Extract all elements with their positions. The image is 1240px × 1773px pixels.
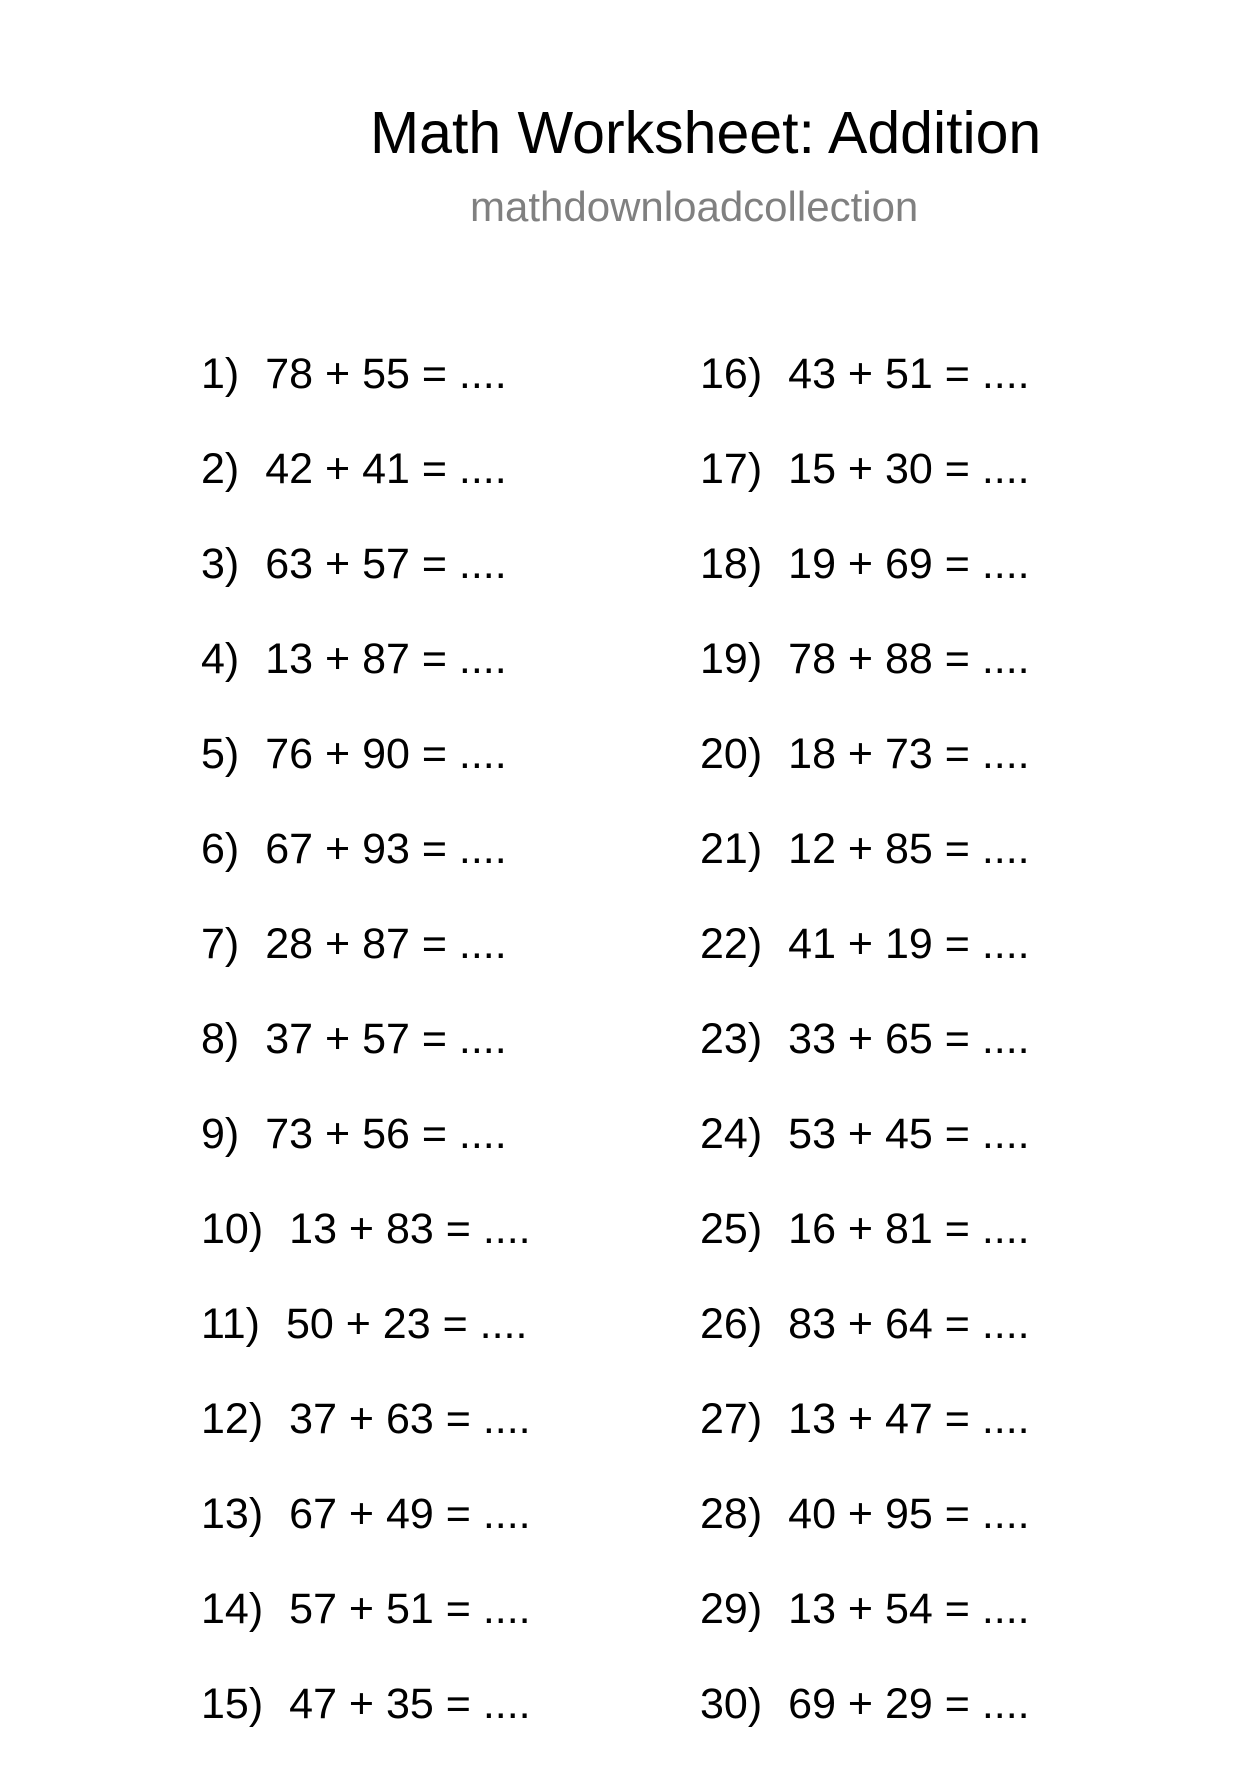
problem-number: 21)	[700, 825, 763, 873]
problem-expression: 12 + 85 = ....	[788, 825, 1030, 873]
problem-number: 15)	[201, 1680, 264, 1728]
problem-expression: 69 + 29 = ....	[788, 1680, 1030, 1728]
problem-number: 23)	[700, 1015, 763, 1063]
problem-item	[700, 443, 1030, 538]
problem-expression: 37 + 63 = ....	[289, 1395, 531, 1443]
problem-number: 6)	[201, 825, 240, 873]
problem-expression: 41 + 19 = ....	[788, 920, 1030, 968]
problem-number: 7)	[201, 920, 240, 968]
problem-number: 26)	[700, 1300, 763, 1348]
problem-item	[201, 823, 531, 918]
problem-expression: 78 + 55 = ....	[265, 350, 507, 398]
problem-column-left	[201, 348, 531, 1773]
problem-item	[201, 348, 531, 443]
problem-item	[700, 918, 1030, 1013]
problem-item	[201, 728, 531, 823]
problem-expression: 83 + 64 = ....	[788, 1300, 1030, 1348]
problem-number: 5)	[201, 730, 240, 778]
problem-number: 4)	[201, 635, 240, 683]
problem-expression: 13 + 83 = ....	[289, 1205, 531, 1253]
worksheet-subtitle: mathdownloadcollection	[470, 183, 919, 230]
problem-number: 2)	[201, 445, 240, 493]
problem-number: 18)	[700, 540, 763, 588]
problem-expression: 67 + 49 = ....	[289, 1490, 531, 1538]
problem-number: 13)	[201, 1490, 264, 1538]
problem-number: 29)	[700, 1585, 763, 1633]
problem-item	[700, 538, 1030, 633]
problem-expression: 50 + 23 = ....	[285, 1300, 528, 1348]
problem-number: 3)	[201, 540, 240, 588]
problem-item	[201, 1678, 531, 1773]
problem-expression: 57 + 51 = ....	[289, 1585, 531, 1633]
problem-expression: 78 + 88 = ....	[788, 635, 1030, 683]
problem-number: 22)	[700, 920, 763, 968]
problem-expression: 37 + 57 = ....	[265, 1015, 507, 1063]
problem-item	[201, 1393, 531, 1488]
problem-item	[201, 633, 531, 728]
problem-expression: 28 + 87 = ....	[265, 920, 507, 968]
problem-number: 24)	[700, 1110, 763, 1158]
problem-expression: 19 + 69 = ....	[788, 540, 1030, 588]
problem-expression: 67 + 93 = ....	[265, 825, 507, 873]
problem-item	[700, 1298, 1030, 1393]
problem-expression: 18 + 73 = ....	[788, 730, 1030, 778]
problem-number: 19)	[700, 635, 763, 683]
problem-number: 11)	[201, 1300, 260, 1348]
problem-item	[201, 443, 531, 538]
problem-number: 17)	[700, 445, 763, 493]
problem-item	[700, 1678, 1030, 1773]
problem-item	[700, 1393, 1030, 1488]
problem-expression: 53 + 45 = ....	[788, 1110, 1030, 1158]
problem-number: 12)	[201, 1395, 264, 1443]
problem-item	[201, 1203, 531, 1298]
problem-item	[700, 348, 1030, 443]
problem-number: 1)	[201, 350, 240, 398]
problem-expression: 15 + 30 = ....	[788, 445, 1030, 493]
problem-item	[201, 918, 531, 1013]
problem-item	[700, 1203, 1030, 1298]
problem-expression: 13 + 47 = ....	[788, 1395, 1030, 1443]
worksheet-title: Math Worksheet: Addition	[370, 100, 1042, 166]
problem-number: 8)	[201, 1015, 240, 1063]
problem-expression: 73 + 56 = ....	[265, 1110, 507, 1158]
problem-expression: 47 + 35 = ....	[289, 1680, 531, 1728]
problem-number: 10)	[201, 1205, 264, 1253]
problem-item	[201, 1583, 531, 1678]
problem-item	[700, 1013, 1030, 1108]
problem-item	[201, 1488, 531, 1583]
problem-expression: 33 + 65 = ....	[788, 1015, 1030, 1063]
problem-expression: 76 + 90 = ....	[265, 730, 507, 778]
problem-item	[201, 1013, 531, 1108]
problem-number: 25)	[700, 1205, 763, 1253]
problem-expression: 63 + 57 = ....	[265, 540, 507, 588]
problem-item	[700, 633, 1030, 728]
problem-number: 28)	[700, 1490, 763, 1538]
problem-number: 14)	[201, 1585, 264, 1633]
problem-expression: 13 + 54 = ....	[788, 1585, 1030, 1633]
problem-item	[700, 728, 1030, 823]
problem-item	[201, 1108, 531, 1203]
problem-expression: 42 + 41 = ....	[265, 445, 507, 493]
problem-number: 27)	[700, 1395, 763, 1443]
problem-number: 9)	[201, 1110, 240, 1158]
problem-column-right	[700, 348, 1030, 1773]
problem-item	[700, 1108, 1030, 1203]
problem-item	[201, 538, 531, 633]
problem-number: 20)	[700, 730, 763, 778]
problem-item	[700, 1583, 1030, 1678]
problem-item	[201, 1298, 531, 1393]
problem-item	[700, 823, 1030, 918]
problem-number: 30)	[700, 1680, 763, 1728]
problem-number: 16)	[700, 350, 763, 398]
problem-expression: 43 + 51 = ....	[788, 350, 1030, 398]
problem-expression: 16 + 81 = ....	[788, 1205, 1030, 1253]
problem-item	[700, 1488, 1030, 1583]
problem-expression: 40 + 95 = ....	[788, 1490, 1030, 1538]
problem-expression: 13 + 87 = ....	[265, 635, 507, 683]
